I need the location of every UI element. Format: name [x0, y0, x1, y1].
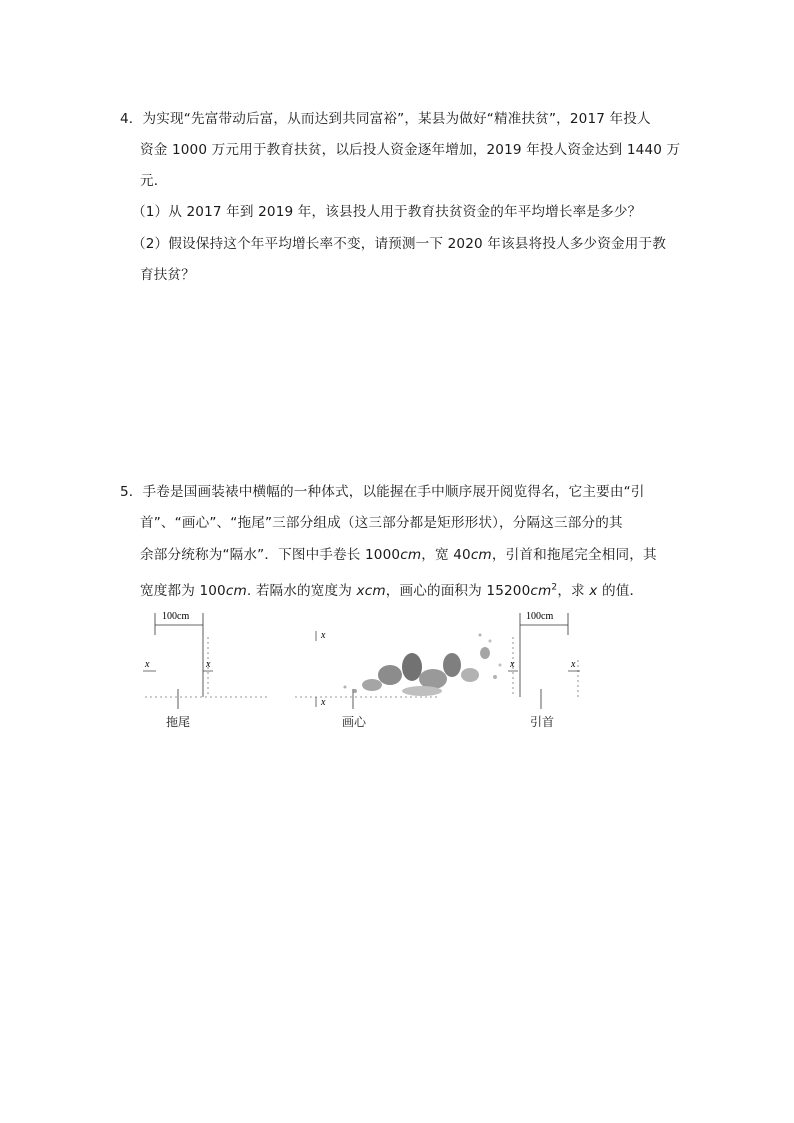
caption-tail: 拖尾 — [166, 715, 191, 729]
q5-line-2: 首”、“画心”、“拖尾”三部分组成（这三部分都是矩形形状），分隔这三部分的其 — [140, 515, 623, 531]
q4-part-2-line-2: 育扶贫？ — [140, 267, 195, 283]
tail-width-label: 100cm — [162, 611, 190, 622]
caption-center: 画心 — [342, 715, 367, 729]
q4-part-2-line-1: （2）假设保持这个年平均增长率不变，请预测一下 2020 年该县将投人多少资金用于教 — [132, 236, 666, 252]
q4-line-1: 4．为实现“先富带动后富，从而达到共同富裕”，某县为做好“精准扶贫”，2017 年投人 — [120, 111, 651, 127]
q4-line-2: 资金 1000 万元用于教育扶贫，以后投人资金逐年增加，2019 年投人资金达到 1440 万 — [140, 142, 681, 158]
q5-line-1: 5．手卷是国画装裱中横幅的一种体式，以能握在手中顺序展开阅览得名，它主要由“引 — [120, 484, 645, 500]
lead-width-label: 100cm — [526, 611, 554, 622]
q4-part-1: （1）从 2017 年到 2019 年，该县投人用于教育扶贫资金的年平均增长率是多少？ — [132, 204, 642, 220]
x-label-lead-inner: x — [510, 659, 515, 670]
x-label-bottom-gap: x — [321, 697, 326, 708]
x-label-top-gap: x — [321, 630, 326, 641]
caption-lead: 引首 — [530, 715, 555, 729]
x-label-tail-outer: x — [145, 659, 150, 670]
painting-image — [344, 634, 502, 697]
q5-line-3: 余部分统称为“隔水”．下图中手卷长 1000cm，宽 40cm，引首和拖尾完全相同，其 — [140, 547, 657, 563]
hand-scroll-figure — [140, 605, 590, 735]
q5-line-4: 宽度都为 100cm. 若隔水的宽度为 xcm，画心的面积为 $15200cm^2$，求 x 的值． — [140, 582, 644, 599]
x-label-tail-inner: x — [206, 659, 211, 670]
q4-line-3: 元． — [140, 173, 168, 189]
x-label-lead-outer: x — [571, 659, 576, 670]
